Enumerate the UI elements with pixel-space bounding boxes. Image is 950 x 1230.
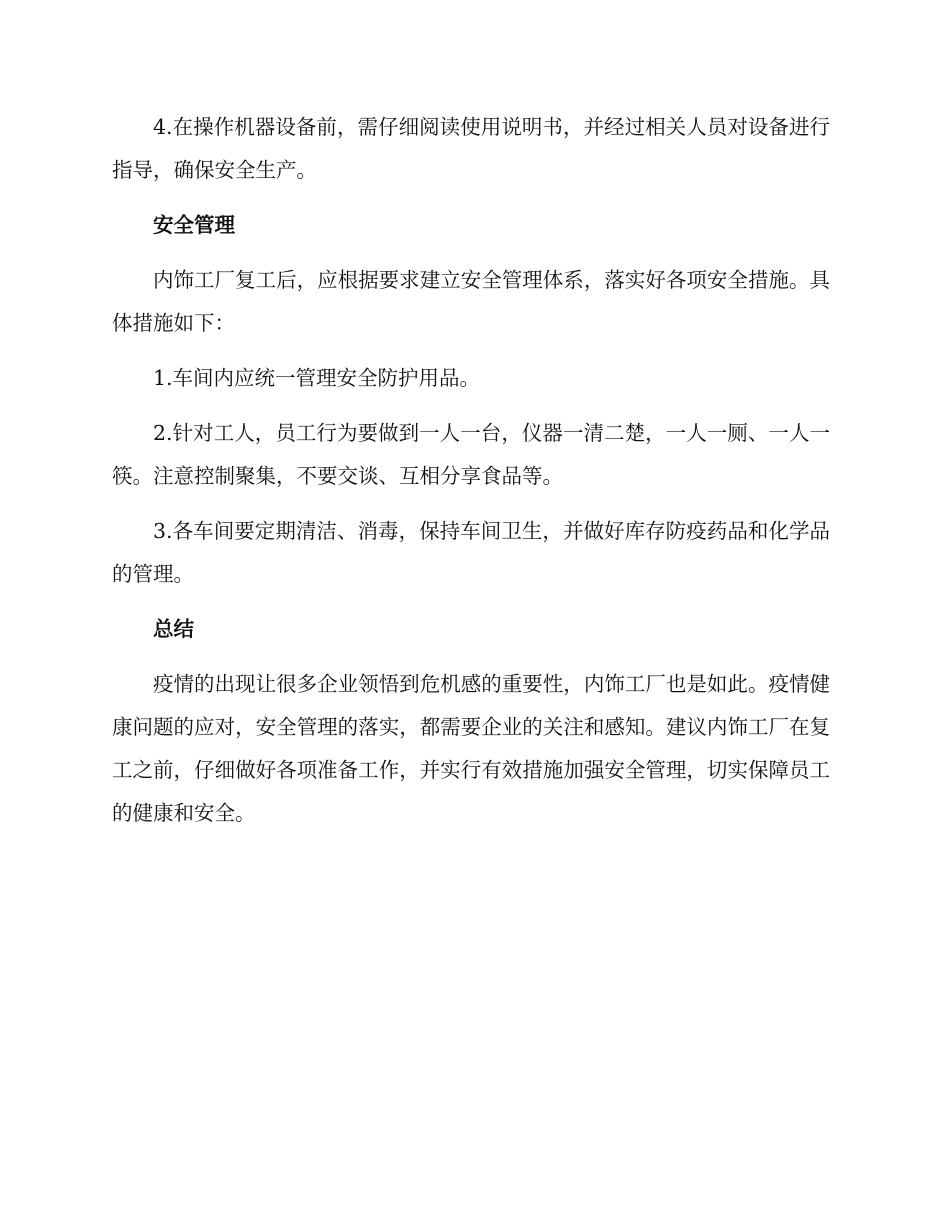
section-heading-summary: 总结: [153, 617, 194, 641]
paragraph-measure-3: 3.各车间要定期清洁、消毒，保持车间卫生，并做好库存防疫药品和化学品的管理。: [112, 519, 830, 586]
paragraph-measure-1: 1.车间内应统一管理安全防护用品。: [153, 366, 481, 390]
paragraph-summary: 疫情的出现让很多企业领悟到危机感的重要性，内饰工厂也是如此。疫情健康问题的应对，安全管理的落实，都需要企业的关注和感知。建议内饰工厂在复工之前，仔细做好各项准备工作，并实行有效措施加强安全管理，切实保障员工的健康和安全。: [112, 672, 830, 825]
document-body: [112, 106, 830, 847]
paragraph-measure-2: 2.针对工人，员工行为要做到一人一台，仪器一清二楚，一人一厕、一人一筷。注意控制聚集，不要交谈、互相分享食品等。: [112, 421, 830, 488]
paragraph-safety-intro: 内饰工厂复工后，应根据要求建立安全管理体系，落实好各项安全措施。具体措施如下：: [112, 268, 830, 335]
section-heading-safety-management: 安全管理: [153, 213, 235, 237]
paragraph-equipment-operation: 4.在操作机器设备前，需仔细阅读使用说明书，并经过相关人员对设备进行指导，确保安全生产。: [112, 115, 830, 182]
